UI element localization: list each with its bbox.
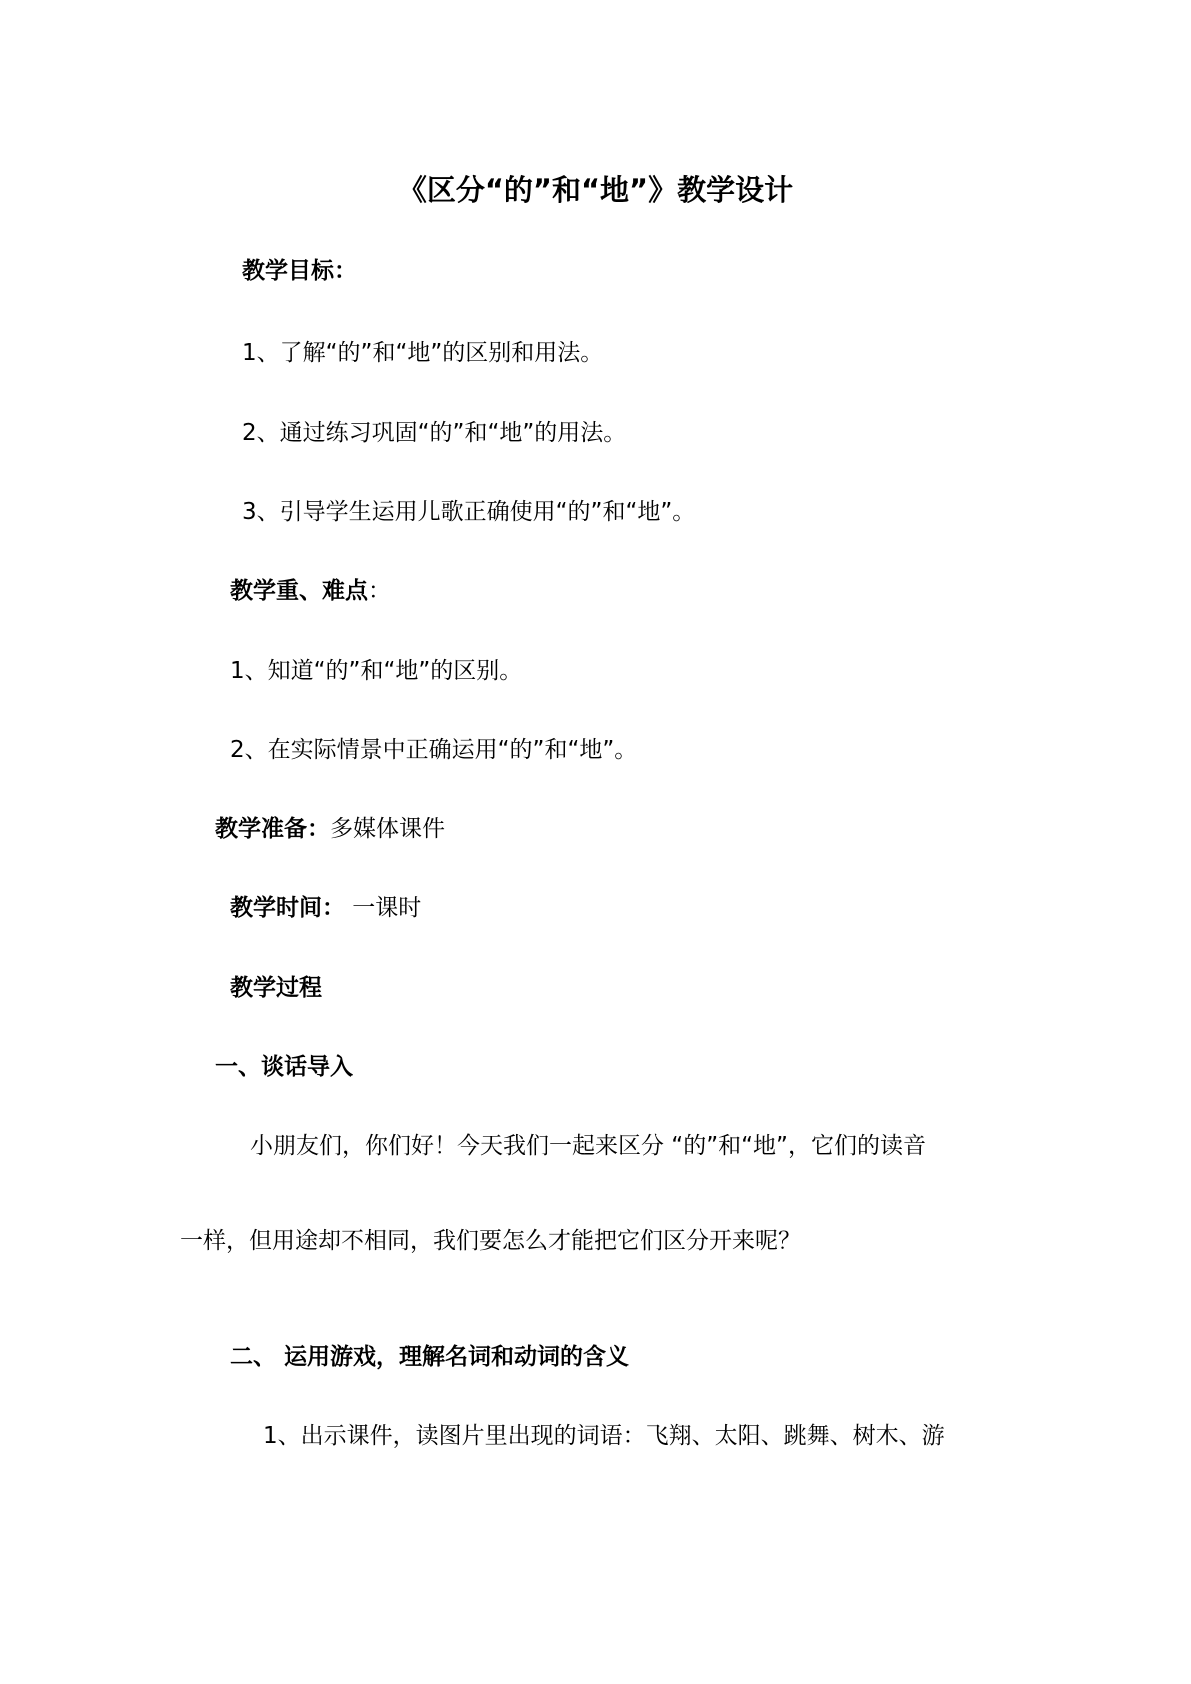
key-points-heading-label: 教学重、难点 — [230, 578, 368, 604]
section1-paragraph-line1: 小朋友们，你们好！今天我们一起来区分 “的”和“地”，它们的读音 — [250, 1133, 926, 1159]
objectives-heading: 教学目标： — [242, 258, 357, 284]
key-point-item-2: 2、在实际情景中正确运用“的”和“地”。 — [230, 737, 638, 763]
time-value: 一课时 — [345, 895, 422, 921]
time-line — [230, 893, 421, 923]
section2-heading: 二、 运用游戏，理解名词和动词的含义 — [230, 1344, 630, 1370]
preparation-label: 教学准备： — [215, 816, 330, 842]
section1-heading: 一、谈话导入 — [215, 1054, 353, 1080]
time-label: 教学时间： — [230, 895, 345, 921]
process-heading: 教学过程 — [230, 975, 322, 1001]
page-title: 《区分“的”和“地”》教学设计 — [397, 173, 794, 207]
preparation-value: 多媒体课件 — [330, 816, 445, 842]
objective-item-3: 3、引导学生运用儿歌正确使用“的”和“地”。 — [242, 499, 696, 525]
key-points-heading-colon: ： — [368, 578, 391, 604]
objective-item-1: 1、了解“的”和“地”的区别和用法。 — [242, 340, 604, 366]
objective-item-2: 2、通过练习巩固“的”和“地”的用法。 — [242, 420, 627, 446]
preparation-line — [215, 814, 445, 844]
section1-paragraph-line2: 一样，但用途却不相同，我们要怎么才能把它们区分开来呢？ — [180, 1228, 801, 1254]
key-points-heading — [230, 576, 391, 606]
key-point-item-1: 1、知道“的”和“地”的区别。 — [230, 658, 523, 684]
section2-item-1: 1、出示课件，读图片里出现的词语：飞翔、太阳、跳舞、树木、游 — [263, 1423, 945, 1449]
